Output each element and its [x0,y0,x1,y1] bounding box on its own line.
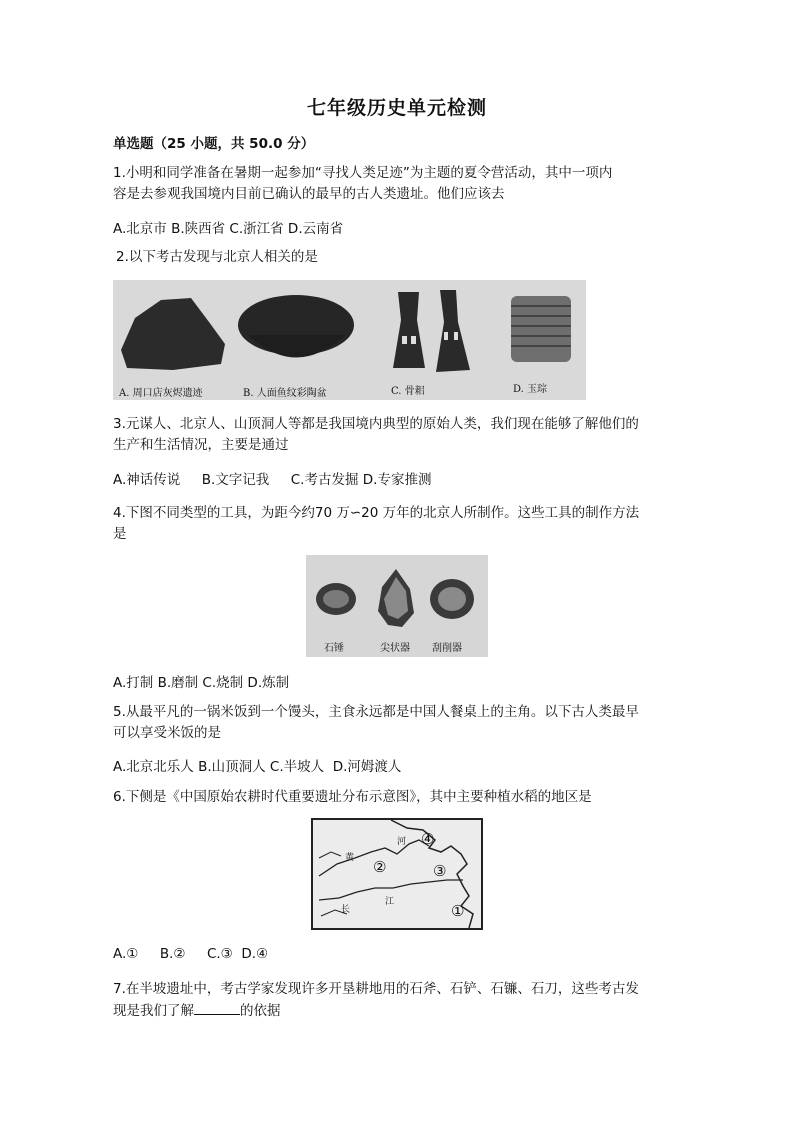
question-4-line1: 4.下图不同类型的工具，为距今约70 万∽20 万年的北京人所制作。这些工具的制作方法 [113,505,640,521]
question-1-line1: 1.小明和同学准备在暑期一起参加“寻找人类足迹”为主题的夏令营活动，其中一项内 [113,165,613,181]
question-4-options: A.打制 B.磨制 C.烧制 D.炼制 [113,675,290,691]
question-2-figure [113,280,586,400]
question-3-line1: 3.元谋人、北京人、山顶洞人等都是我国境内典型的原始人类，我们现在能够了解他们的 [113,416,639,432]
option-b-label: B. 人面鱼纹彩陶盆 [243,388,327,399]
question-7-line2 [113,1000,688,1022]
section-heading: 单选题（25 小题，共 50.0 分） [113,136,315,152]
question-1-line2: 容是去参观我国境内目前已确认的最早的古人类遗址。他们应该去 [113,186,505,202]
site-marker-2: ② [373,858,387,876]
page-title: 七年级历史单元检测 [306,97,487,119]
option-a-label: A. 周口店灰烬遗迹 [119,388,203,399]
question-7 [113,979,688,1022]
map-label-river: 河 [397,837,407,847]
question-5-options: A.北京北乐人 B.山顶洞人 C.半坡人 D.河姆渡人 [113,759,402,775]
option-c-label: C. 骨耜 [391,386,425,397]
question-5 [113,702,688,744]
map-label-jiang: 江 [385,897,395,907]
map-label-long: 长 [341,905,351,915]
tool-label-scraper: 刮削器 [432,643,462,654]
question-5-line1: 5.从最平凡的一锅米饭到一个馒头，主食永远都是中国人餐桌上的主角。以下古人类最早 [113,704,639,720]
question-5-line2: 可以享受米饭的是 [113,725,221,741]
site-marker-1: ① [451,902,465,920]
question-3-line2: 生产和生活情况，主要是通过 [113,437,289,453]
site-marker-4: ④ [421,830,435,848]
tool-label-pointed: 尖状器 [380,643,410,654]
question-2-stem: 2.以下考古发现与北京人相关的是 [116,249,318,265]
question-6-options: A.① B.② C.③ D.④ [113,946,269,962]
question-3 [113,414,688,456]
question-4-line2: 是 [113,526,127,542]
question-4 [113,503,688,545]
map-label-yellow: 黄 [345,853,355,863]
question-7-line1: 7.在半坡遗址中，考古学家发现许多开垦耕地用的石斧、石铲、石镰、石刀，这些考古发 [113,981,639,997]
question-4-figure [306,555,488,657]
question-1-options: A.北京市 B.陕西省 C.浙江省 D.云南省 [113,221,344,237]
tool-label-hammer: 石锤 [324,643,344,654]
question-6-stem: 6.下侧是《中国原始农耕时代重要遗址分布示意图》，其中主要种植水稻的地区是 [113,789,592,805]
question-7-line2-pre: 现是我们了解 [113,1003,194,1019]
question-1 [113,163,688,205]
question-6-map [311,818,483,930]
answer-blank[interactable] [194,1000,240,1015]
site-marker-3: ③ [433,862,447,880]
question-3-options: A.神话传说 B.文字记我 C.考古发掘 D.专家推测 [113,472,432,488]
question-7-line2-post: 的依据 [240,1003,281,1019]
option-d-label: D. 玉琮 [513,384,548,395]
